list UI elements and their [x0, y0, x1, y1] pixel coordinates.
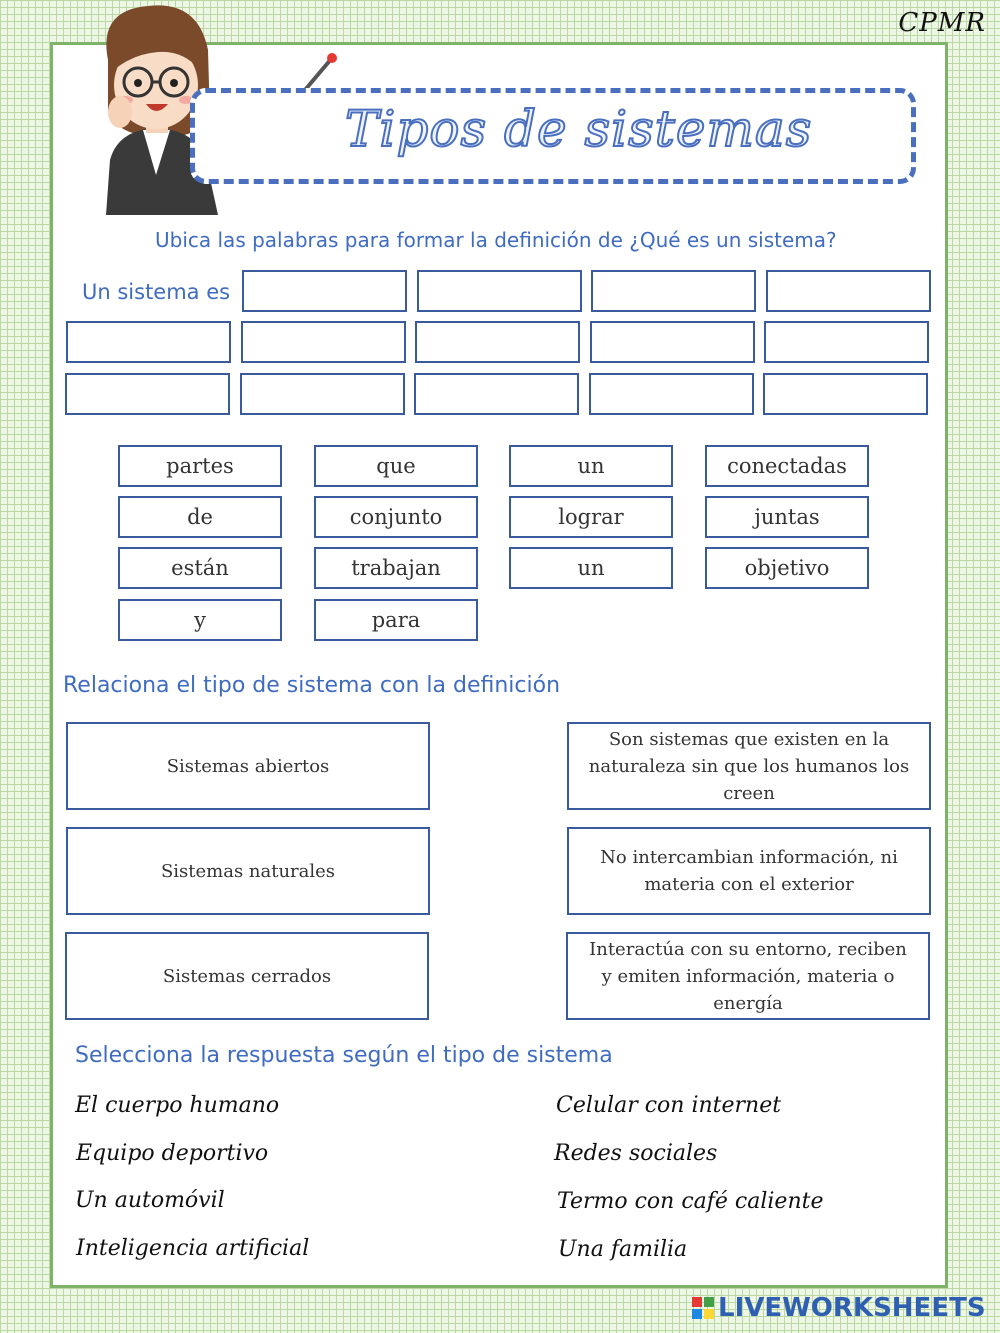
- definition-box[interactable]: No intercambian información, ni materia con el exterior: [567, 827, 931, 915]
- instruction-select-answer: Selecciona la respuesta según el tipo de sistema: [75, 1043, 613, 1068]
- system-type-box[interactable]: Sistemas cerrados: [65, 932, 429, 1020]
- word-tile[interactable]: y: [118, 599, 282, 641]
- system-type-box[interactable]: Sistemas abiertos: [66, 722, 430, 810]
- word-tile[interactable]: lograr: [509, 496, 673, 538]
- liveworksheets-logo-icon: [692, 1297, 714, 1319]
- word-tile[interactable]: un: [509, 547, 673, 589]
- word-tile[interactable]: un: [509, 445, 673, 487]
- brand-name: LIVEWORKSHEETS: [718, 1293, 986, 1323]
- select-item[interactable]: Un automóvil: [75, 1188, 225, 1213]
- select-item[interactable]: Celular con internet: [556, 1093, 782, 1118]
- select-item[interactable]: Termo con café caliente: [557, 1189, 824, 1214]
- answer-slot[interactable]: [242, 270, 407, 312]
- definition-lead: Un sistema es: [82, 280, 231, 304]
- page-title: Tipos de sistemas: [345, 100, 813, 158]
- word-tile[interactable]: que: [314, 445, 478, 487]
- select-item[interactable]: Equipo deportivo: [76, 1141, 269, 1166]
- answer-slot[interactable]: [65, 373, 230, 415]
- word-tile[interactable]: objetivo: [705, 547, 869, 589]
- answer-slot[interactable]: [417, 270, 582, 312]
- word-tile[interactable]: conjunto: [314, 496, 478, 538]
- instruction-match-types: Relaciona el tipo de sistema con la definición: [63, 673, 561, 698]
- answer-slot[interactable]: [763, 373, 928, 415]
- answer-slot[interactable]: [589, 373, 754, 415]
- word-tile[interactable]: de: [118, 496, 282, 538]
- answer-slot[interactable]: [240, 373, 405, 415]
- answer-slot[interactable]: [766, 270, 931, 312]
- definition-box[interactable]: Interactúa con su entorno, reciben y emiten información, materia o energía: [566, 932, 930, 1020]
- word-tile[interactable]: trabajan: [314, 547, 478, 589]
- answer-slot[interactable]: [241, 321, 406, 363]
- answer-slot[interactable]: [414, 373, 579, 415]
- instruction-arrange-words: Ubica las palabras para formar la definición de ¿Qué es un sistema?: [155, 228, 837, 252]
- select-item[interactable]: Redes sociales: [554, 1141, 718, 1166]
- word-tile[interactable]: partes: [118, 445, 282, 487]
- answer-slot[interactable]: [66, 321, 231, 363]
- word-tile[interactable]: están: [118, 547, 282, 589]
- word-tile[interactable]: juntas: [705, 496, 869, 538]
- word-tile[interactable]: para: [314, 599, 478, 641]
- definition-box[interactable]: Son sistemas que existen en la naturaleza sin que los humanos los creen: [567, 722, 931, 810]
- author-credit: CPMR: [898, 8, 986, 38]
- select-item[interactable]: Una familia: [558, 1237, 688, 1262]
- answer-slot[interactable]: [590, 321, 755, 363]
- system-type-box[interactable]: Sistemas naturales: [66, 827, 430, 915]
- select-item[interactable]: Inteligencia artificial: [76, 1236, 310, 1261]
- answer-slot[interactable]: [764, 321, 929, 363]
- answer-slot[interactable]: [415, 321, 580, 363]
- liveworksheets-logo: [692, 1293, 986, 1323]
- word-tile[interactable]: conectadas: [705, 445, 869, 487]
- select-item[interactable]: El cuerpo humano: [75, 1093, 280, 1118]
- answer-slot[interactable]: [591, 270, 756, 312]
